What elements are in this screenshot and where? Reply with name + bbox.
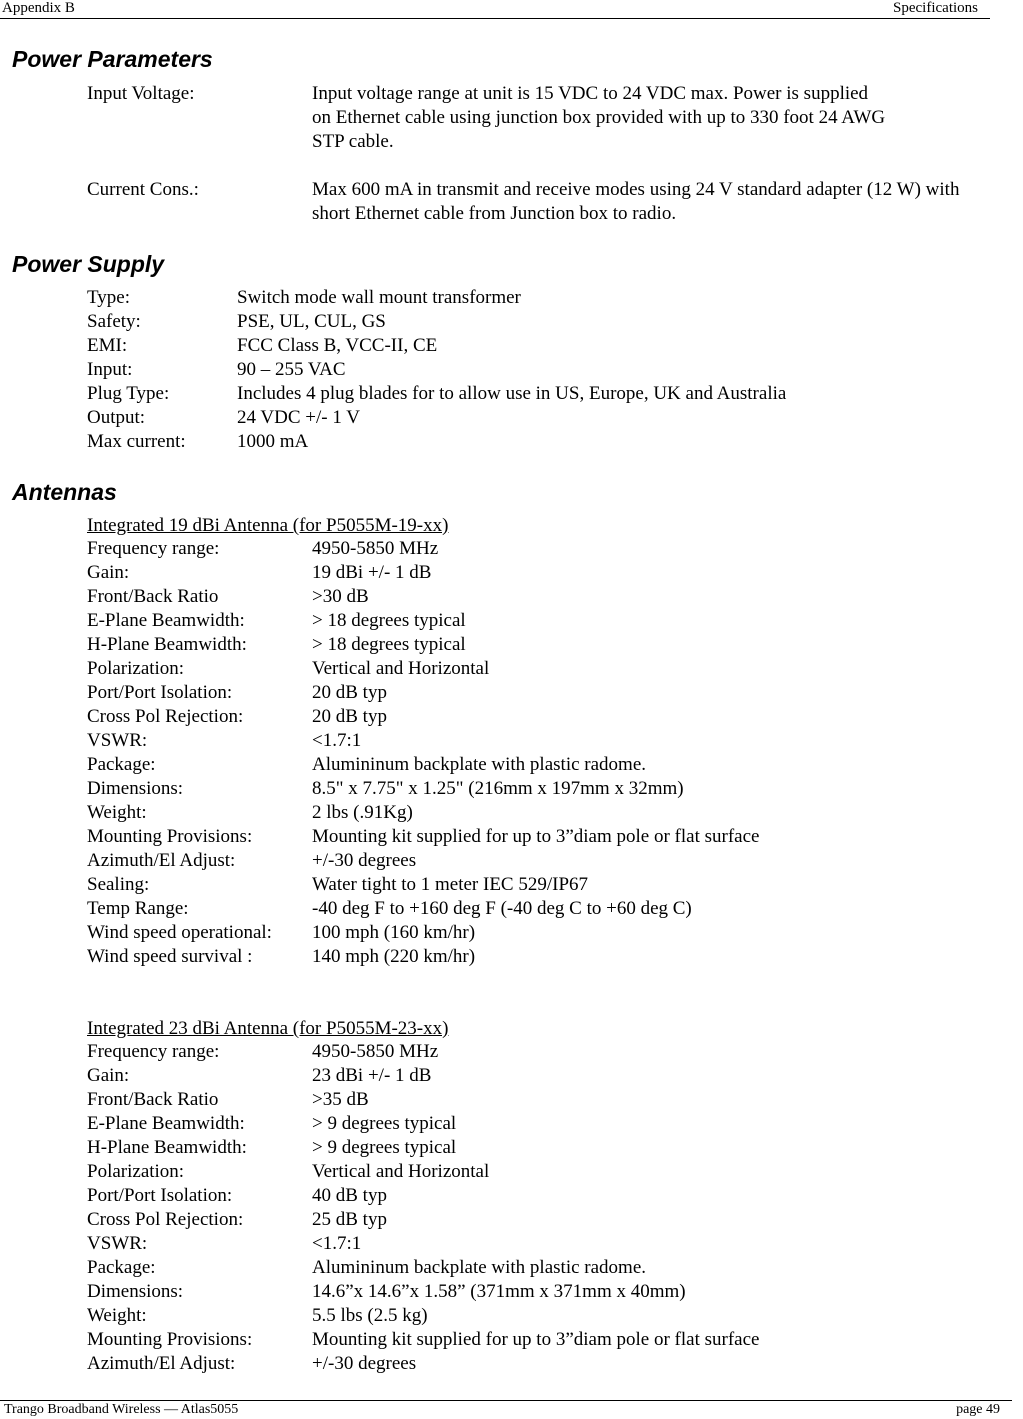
spec-value: >30 dB	[312, 586, 369, 607]
spec-label: Temp Range:	[87, 898, 189, 919]
spec-label: Azimuth/El Adjust:	[87, 850, 236, 871]
spec-value: Switch mode wall mount transformer	[237, 287, 521, 308]
spec-value: 19 dBi +/- 1 dB	[312, 562, 432, 583]
spec-label: Port/Port Isolation:	[87, 682, 233, 703]
spec-value: >35 dB	[312, 1089, 369, 1110]
page-header	[0, 0, 990, 19]
spec-value: Water tight to 1 meter IEC 529/IP67	[312, 874, 589, 895]
spec-value: 100 mph (160 km/hr)	[312, 922, 476, 943]
spec-value: 5.5 lbs (2.5 kg)	[312, 1305, 428, 1326]
section-title-power-supply: Power Supply	[12, 251, 165, 277]
spec-value: 1000 mA	[237, 431, 309, 452]
spec-label: E-Plane Beamwidth:	[87, 1113, 245, 1134]
spec-label: Frequency range:	[87, 1041, 220, 1062]
spec-label: Input:	[87, 359, 133, 380]
footer-left: Trango Broadband Wireless — Atlas5055	[4, 1402, 239, 1417]
page-footer	[0, 1400, 1012, 1419]
spec-value: 140 mph (220 km/hr)	[312, 946, 476, 967]
spec-value: 14.6”x 14.6”x 1.58” (371mm x 371mm x 40mm)	[312, 1281, 686, 1302]
spec-label: Dimensions:	[87, 1281, 184, 1302]
spec-label: Front/Back Ratio	[87, 586, 219, 607]
section-title-power-parameters: Power Parameters	[12, 46, 213, 72]
spec-value: +/-30 degrees	[312, 1353, 417, 1374]
header-left: Appendix B	[2, 0, 75, 16]
spec-label: E-Plane Beamwidth:	[87, 610, 245, 631]
spec-value: Alumininum backplate with plastic radome.	[312, 754, 647, 775]
spec-label: Gain:	[87, 1065, 130, 1086]
spec-label: Safety:	[87, 311, 141, 332]
spec-value: <1.7:1	[312, 1233, 362, 1254]
spec-value: 4950-5850 MHz	[312, 1041, 439, 1062]
spec-value: 8.5" x 7.75" x 1.25" (216mm x 197mm x 32mm)	[312, 778, 684, 799]
antenna-23-heading: Integrated 23 dBi Antenna (for P5055M-23-xx)	[87, 1018, 449, 1039]
input-voltage-line-1: Input voltage range at unit is 15 VDC to 24 VDC max. Power is supplied	[312, 83, 869, 104]
spec-value: > 18 degrees typical	[312, 610, 466, 631]
spec-value: 25 dB typ	[312, 1209, 387, 1230]
spec-value: Vertical and Horizontal	[312, 658, 490, 679]
spec-label: Package:	[87, 1257, 156, 1278]
current-cons-line-2: short Ethernet cable from Junction box to radio.	[312, 203, 677, 224]
spec-value: 40 dB typ	[312, 1185, 387, 1206]
spec-label: Package:	[87, 754, 156, 775]
spec-label: Sealing:	[87, 874, 150, 895]
spec-value: Mounting kit supplied for up to 3”diam pole or flat surface	[312, 1329, 760, 1350]
input-voltage-line-2: on Ethernet cable using junction box provided with up to 330 foot 24 AWG	[312, 107, 886, 128]
spec-label: Weight:	[87, 802, 147, 823]
spec-label: Dimensions:	[87, 778, 184, 799]
spec-label: Mounting Provisions:	[87, 826, 253, 847]
spec-label: Polarization:	[87, 1161, 185, 1182]
spec-value: Vertical and Horizontal	[312, 1161, 490, 1182]
spec-value: PSE, UL, CUL, GS	[237, 311, 386, 332]
spec-label: Port/Port Isolation:	[87, 1185, 233, 1206]
spec-label: H-Plane Beamwidth:	[87, 634, 247, 655]
spec-label: Weight:	[87, 1305, 147, 1326]
spec-label: Output:	[87, 407, 146, 428]
spec-label: Cross Pol Rejection:	[87, 1209, 244, 1230]
spec-value: 23 dBi +/- 1 dB	[312, 1065, 432, 1086]
spec-value: +/-30 degrees	[312, 850, 417, 871]
input-voltage-label: Input Voltage:	[87, 83, 195, 104]
spec-label: VSWR:	[87, 1233, 148, 1254]
spec-value: 2 lbs (.91Kg)	[312, 802, 413, 823]
spec-value: 24 VDC +/- 1 V	[237, 407, 360, 428]
spec-label: Mounting Provisions:	[87, 1329, 253, 1350]
spec-label: Plug Type:	[87, 383, 170, 404]
spec-label: Azimuth/El Adjust:	[87, 1353, 236, 1374]
spec-label: Max current:	[87, 431, 186, 452]
spec-value: -40 deg F to +160 deg F (-40 deg C to +60 deg C)	[312, 898, 692, 919]
spec-value: FCC Class B, VCC-II, CE	[237, 335, 438, 356]
spec-label: H-Plane Beamwidth:	[87, 1137, 247, 1158]
spec-value: > 18 degrees typical	[312, 634, 466, 655]
spec-value: <1.7:1	[312, 730, 362, 751]
spec-label: VSWR:	[87, 730, 148, 751]
spec-value: 4950-5850 MHz	[312, 538, 439, 559]
spec-value: 20 dB typ	[312, 706, 387, 727]
spec-value: Includes 4 plug blades for to allow use in US, Europe, UK and Australia	[237, 383, 787, 404]
spec-label: Type:	[87, 287, 130, 308]
spec-label: Polarization:	[87, 658, 185, 679]
spec-label: Wind speed operational:	[87, 922, 272, 943]
spec-label: Wind speed survival :	[87, 946, 253, 967]
spec-value: Alumininum backplate with plastic radome.	[312, 1257, 647, 1278]
spec-label: Gain:	[87, 562, 130, 583]
footer-page-number: page 49	[956, 1402, 1000, 1417]
spec-value: Mounting kit supplied for up to 3”diam pole or flat surface	[312, 826, 760, 847]
spec-value: > 9 degrees typical	[312, 1113, 457, 1134]
spec-value: 20 dB typ	[312, 682, 387, 703]
spec-value: > 9 degrees typical	[312, 1137, 457, 1158]
spec-label: Frequency range:	[87, 538, 220, 559]
current-cons-label: Current Cons.:	[87, 179, 199, 200]
spec-value: 90 – 255 VAC	[237, 359, 346, 380]
antenna-19-heading: Integrated 19 dBi Antenna (for P5055M-19-xx)	[87, 515, 449, 536]
section-title-antennas: Antennas	[12, 479, 117, 505]
spec-label: Cross Pol Rejection:	[87, 706, 244, 727]
spec-label: Front/Back Ratio	[87, 1089, 219, 1110]
current-cons-line-1: Max 600 mA in transmit and receive modes using 24 V standard adapter (12 W) with	[312, 179, 960, 200]
header-right: Specifications	[893, 0, 978, 16]
spec-label: EMI:	[87, 335, 128, 356]
input-voltage-line-3: STP cable.	[312, 131, 394, 152]
